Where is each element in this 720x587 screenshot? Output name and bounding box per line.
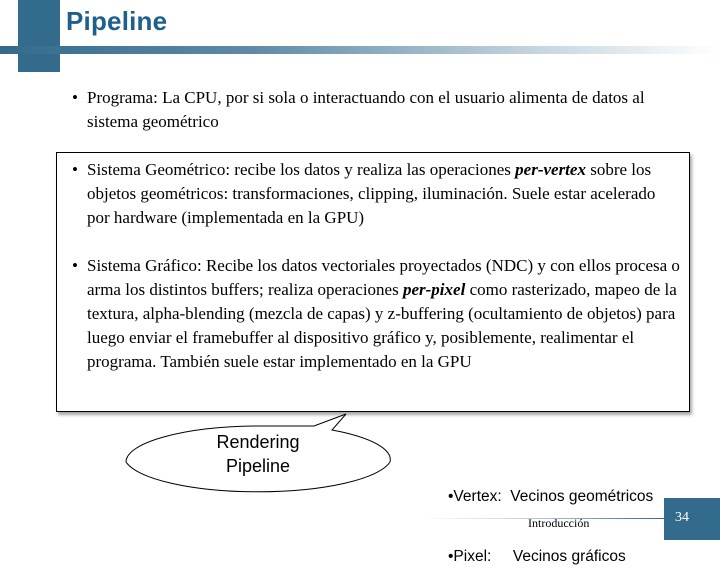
bullet-text: Programa: La CPU, por si sola o interactuando con el usuario alimenta de datos al sistema geométrico (87, 88, 645, 131)
bullet-text-after: como rasterizado, mapeo de la textura, alpha-blending (mezcla de capas) y z-buffering (ocultamiento de objetos) para luego enviar el framebuffer al dispositivo gráfico y, posiblemente, realimentar el programa. También suele estar implementado en la GPU (87, 280, 677, 371)
bullet-text (72, 158, 682, 230)
bullet-sistema-grafico (72, 254, 682, 374)
callout-label-line2: Pipeline (225, 456, 291, 476)
bullet-text-before: Sistema Gráfico: Recibe los datos vectoriales proyectados (NDC) y con ellos procesa o arma los distintos buffers; realiza operaciones (87, 256, 680, 299)
callout-label-line1: Rendering (216, 432, 300, 452)
bullet-sistema-geometrico (72, 158, 682, 230)
bullet-text (72, 254, 682, 374)
bullet-text-after: sobre los objetos geométricos: transformaciones, clipping, iluminación. Suele estar acelerado por hardware (implementada en la GPU) (87, 160, 656, 227)
slide-title: Pipeline (66, 6, 168, 36)
bullet-text-before: Sistema Geométrico: recibe los datos y realiza las operaciones (87, 160, 516, 179)
neighbors-vertex: •Vertex: Vecinos geométricos (448, 488, 654, 505)
bullet-marker: • (72, 88, 78, 107)
neighbors-pixel: •Pixel: Vecinos gráficos (448, 548, 626, 565)
callout-label (190, 430, 326, 478)
bullet-emphasis: per-vertex (515, 160, 586, 179)
footer-section: Introducción (528, 516, 590, 530)
rendering-pipeline-callout (118, 412, 400, 508)
bullet-emphasis: per-pixel (402, 280, 466, 299)
title-gradient-bar (0, 46, 720, 54)
page-number: 34 (675, 510, 689, 525)
bullet-programa (72, 86, 682, 134)
bullet-marker: • (72, 160, 78, 179)
bullet-marker: • (72, 256, 78, 275)
corner-decoration (18, 0, 60, 72)
